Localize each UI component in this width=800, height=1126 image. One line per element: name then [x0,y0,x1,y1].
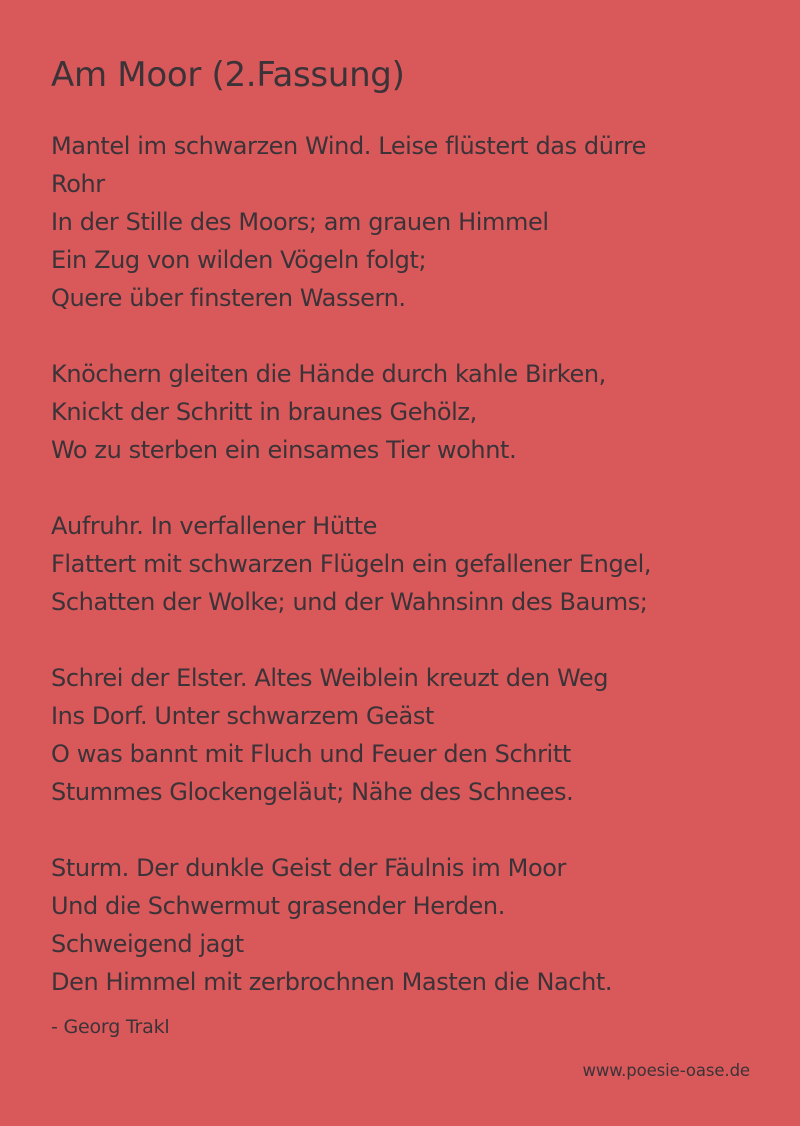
stanza [51,127,771,317]
poem-body [51,127,771,1001]
poem-line: Ins Dorf. Unter schwarzem Geäst [51,702,434,730]
website-credit: www.poesie-oase.de [582,1061,750,1080]
poem-line: Schrei der Elster. Altes Weiblein kreuzt den Weg [51,664,609,692]
poem-line: O was bannt mit Fluch und Feuer den Schritt [51,740,571,768]
poem-line: Und die Schwermut grasender Herden. [51,892,505,920]
poem-author: - Georg Trakl [51,1016,170,1038]
poem-line: Knöchern gleiten die Hände durch kahle Birken, [51,360,606,388]
poem-line: Sturm. Der dunkle Geist der Fäulnis im Moor [51,854,566,882]
poem-line: Quere über finsteren Wassern. [51,284,406,312]
stanza-spacer [51,621,771,659]
poem-line: Schatten der Wolke; und der Wahnsinn des Baums; [51,588,648,616]
poem-line: Rohr [51,170,105,198]
poem-line: In der Stille des Moors; am grauen Himmel [51,208,549,236]
poem-line: Aufruhr. In verfallener Hütte [51,512,378,540]
poem-line: Flattert mit schwarzen Flügeln ein gefallener Engel, [51,550,652,578]
stanza [51,507,771,621]
stanza [51,355,771,469]
poem-line: Schweigend jagt [51,930,244,958]
poem-line: Mantel im schwarzen Wind. Leise flüstert das dürre [51,132,646,160]
stanza-spacer [51,811,771,849]
poem-line: Knickt der Schritt in braunes Gehölz, [51,398,477,426]
poem-line: Stummes Glockengeläut; Nähe des Schnees. [51,778,574,806]
poem-line: Wo zu sterben ein einsames Tier wohnt. [51,436,517,464]
stanza [51,849,771,1001]
stanza [51,659,771,811]
stanza-spacer [51,469,771,507]
stanza-spacer [51,317,771,355]
poem-line: Ein Zug von wilden Vögeln folgt; [51,246,427,274]
poem-line: Den Himmel mit zerbrochnen Masten die Nacht. [51,968,613,996]
poem-title: Am Moor (2.Fassung) [51,55,405,95]
